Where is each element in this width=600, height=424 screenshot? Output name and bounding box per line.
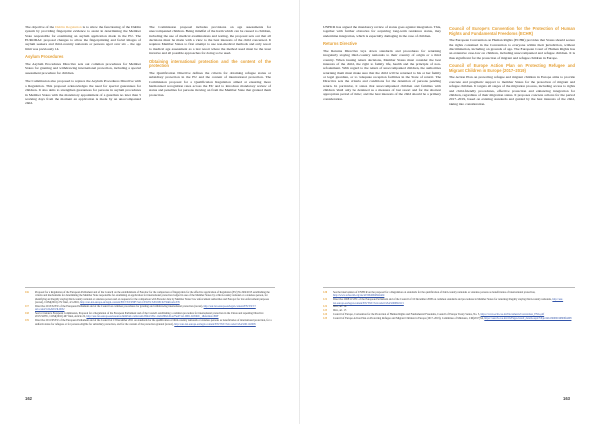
footnote-link[interactable]: http://eur-lex.europa.eu/legal-content/EN/TXT/?uri=celex%3A32013L0032 (35, 304, 256, 312)
echr-heading: Council of Europe's Convention for the Protection of Human Rights and Fundamental Freedoms (ECHR) (449, 26, 575, 36)
footnote-text: Council of Europe Action Plan on Protecting Refugee and Migrant Children in Europe (2017–2019), Committee of Ministers, CM(2017)54, https://search.coe.int/cm/Pages/result_details.aspx?ObjectId=09000016806fdd08 (333, 316, 572, 320)
footnote-item (25, 312, 275, 319)
footnote-number: 121 (323, 298, 328, 302)
footnote-text: Directive 2008/115/EC of the European Parliament and of the Council of 16 December 2008 on common standards and procedures in Member States for returning illegally staying third-country nationals, http://eur-lex.europa.eu/legal-content/EN/TXT/?uri=celex%3A32008L0115 (333, 298, 564, 305)
footnote-item (25, 319, 275, 326)
footnote-link[interactable]: https://www.echr.coe.int/Documents/Convention_ENG.pdf (480, 313, 545, 317)
footnote-item (323, 313, 575, 316)
footnote-item (323, 317, 575, 320)
footnote-text: Directive 2013/32/EU of the European Parliament and of the Council on common procedures for granting and withdrawing international protection (recast), http://eur-lex.europa.eu/legal-content/EN/TXT/?uri=celex%3A32013L0032 (35, 304, 256, 312)
footnote-divider (25, 287, 275, 288)
footnote-link[interactable]: http://eur-lex.europa.eu/legal-content/EN/TXT/?uri=celex%3A32008L0115 (333, 298, 564, 305)
footnotes-right (323, 291, 575, 321)
footnote-link[interactable]: http://www.refworld.org/docid/59bd06484.html (333, 294, 385, 298)
paragraph: The Returns Directive lays down standards and procedures for returning irregularly staying third-country nationals to their country of origin or a third country. When issuing return decisions, Member States must consider the best interests of the child, the right to family life, health and the principle of non-refoulement. With regard to the return of unaccompanied children, the authorities returning them must make sure that the child will be returned to his or her family or legal guardian, or to 'adequate reception facilities in the State of return'. The Directive sets the criteria and conditions for the detention of persons pending return. In particular, it states that unaccompanied children and families with children 'shall only be detained as a measure of last resort and for the shortest appropriate period of time', and the best interests of the child should be a primary consideration. (323, 49, 441, 101)
right-column-2 (449, 25, 575, 110)
footnote-text: Ibid., art. 10. (333, 305, 347, 309)
footnote-divider (323, 287, 575, 288)
paragraph: The Qualification Directive defines the criteria for obtaining refugee status or subsidiary protection in the EU and the content of international protection. The Commission proposal for a Qualification Regulation aimed at ensuring more harmonised recognition rates across the EU and to introduce mandatory review of status and penalties for persons moving on from the Member State that granted them protection. (149, 70, 271, 97)
page-number-right: 163 (563, 396, 570, 401)
returns-directive-heading: Returns Directive (323, 41, 357, 47)
paragraph: The Commission proposal includes provisions on age assessments for unaccompanied children. Being mindful of the harm which can be caused to children, including the use of medical examinations and testing, the proposal sets out that all decisions must be made with a view to the best interests of the child concerned. It requires Member States to first attempt to use non-medical methods and only resort to medical age assessment as a last resort where the method used must be the least invasive and all possible approaches for doing so be used. (149, 25, 271, 56)
footnote-link[interactable]: http://eur-lex.europa.eu/legal-content/EN/TXT/PDF/?uri=CELEX:52016PC0272&from=EN (80, 301, 180, 305)
footnote-number: 116 (25, 291, 29, 294)
footnote-number: 117 (25, 304, 29, 308)
right-page (300, 0, 600, 424)
paragraph: The Action Plan on protecting refugee and migrant children in Europe aims to provide concrete and pragmatic support to member States for the protection of migrant and refugee children. It targets all stages of the migration process, including access to rights and child-friendly procedures, effective protection and enhancing integration for children, regardless of their migration status. It proposes concrete actions for the period 2017–2019, based on existing standards and guided by the best interests of the child, taking into consideration. (449, 75, 575, 106)
footnote-number: 125 (323, 316, 328, 320)
footnote-item (323, 291, 575, 298)
footnote-item (25, 291, 275, 304)
footnote-link[interactable]: http://eur-lex.europa.eu/resource.html?uri=cellar:a41c8f4d-53bc-11e6-89bd-01aa75ed71a1.0001.02/DOC_1&format=PDF (86, 315, 219, 319)
paragraph: UNHCR has argued the mandatory review of status goes against integration. This, together with further obstacles for acquiring long-term residence status, may undermine integration, which is especially damaging in the case of children. (323, 25, 441, 38)
footnote-item (25, 305, 275, 312)
footnote-item (323, 305, 575, 308)
footnote-text: Directive 2011/95/EU of the European Parliament and of the Council of 13 December 2011 on standards for the qualification of third-country nationals or stateless persons as beneficiaries of international protection, for a uniform status for refugees or for persons eligible for subsidiary protection, and for the content of the protection granted (recast), http://eur-lex.europa.eu/legal-content/EN/TXT/?uri=celex%3A32011L0095 (35, 319, 272, 326)
left-column-1 (25, 25, 141, 110)
footnote-number: 122 (323, 305, 328, 309)
page-number-left: 162 (25, 396, 32, 401)
footnote-text: Council of Europe, Convention for the Protection of Human Rights and Fundamental Freedoms, Council of Europe Treaty Series, No. 5, https://www.echr.coe.int/Documents/Convention_ENG.pdf (333, 313, 545, 317)
intro-paragraph: The objective of the Dublin Regulation is to allow the functioning of the Dublin system by providing fingerprint evidence to assist in determining the Member State responsible for examining an asylum application made in the EU. The EURODAC proposal changes to allow the fingerprinting and facial images of asylum seekers and third-country nationals or persons aged over six – the age limit was previously 14. (25, 25, 141, 51)
footnote-number: 118 (25, 312, 29, 316)
footnote-item (323, 309, 575, 312)
footnote-item (323, 298, 575, 305)
footnote-number: 120 (323, 291, 328, 294)
footnote-link[interactable]: http://eur-lex.europa.eu/legal-content/EN/TXT/?uri=celex%3A32011L0095 (174, 322, 256, 326)
dublin-regulation-link[interactable]: Dublin Regulation (55, 25, 82, 29)
paragraph: The Asylum Procedures Directive sets out common procedures for Member States for granting and withdrawing international protection, including a special assessment procedure for children. (25, 62, 141, 75)
paragraph: The European Convention on Human Rights (ECHR) provides that States should secure the rights contained in the Convention to everyone within their jurisdiction, without discrimination, including on grounds of age. The European Court of Human Rights has an extensive case-law on children, including unaccompanied and refugee children. It is thus significant for the protection of migrant and refugee children in Europe. (449, 38, 575, 60)
obtaining-protection-heading: Obtaining international protection and the content of the protection (149, 58, 271, 69)
footnote-text: See for instance European Commission, Proposal for a Regulation of the European Parliament and of the Council establishing a common procedure for international protection in the Union and repealing Directive 2013/32/EU, COM(2016) 467 final, Article 22, http://eur-lex.europa.eu/resource.html?uri=cellar:a41c8f4d-53bc-11e6-89bd-01aa75ed71a1.0001.02/DOC_1&format=PDF (35, 312, 264, 319)
footnotes-left (25, 291, 275, 326)
action-plan-heading: Council of Europe Action Plan on Protecting Refugee and Migrant Children in Europe (2017–2019) (449, 63, 575, 73)
left-column-2 (149, 25, 271, 101)
paragraph: The Commission also proposed to replace the Asylum Procedures Directive with a Regulation. This proposal acknowledges the need for special guarantees for children. It also aims to strengthen guarantees for persons in asylum procedures in Member States with the mandatory appointment of a guardian no later than 5 working days from the moment an application is made by an unaccompanied child. (25, 79, 141, 106)
footnote-link[interactable]: https://search.coe.int/cm/Pages/result_details.aspx?ObjectId=09000016806fdd08 (484, 316, 572, 320)
asylum-procedures-heading: Asylum Procedures (25, 54, 64, 60)
footnote-text: See the intervention of UNHCR on the proposal for a Regulation on standards for the qualification of third-country nationals or stateless persons as beneficiaries of international protection, http://www.refworld.org/docid/59bd06484.html (333, 291, 536, 298)
right-column-1 (323, 25, 441, 106)
footnote-text: Ibid., art. 17. (333, 309, 347, 313)
footnote-number: 119 (25, 319, 29, 323)
footnote-text: Proposal for a Regulation of the European Parliament and of the Council on the establishment of Eurodac for the comparison of fingerprints for the effective application of Regulation (EU) No 604/2013 establishing the criteria and mechanisms for determining the Member State responsible for examining an application for international protection lodged in one of the Member States by a third-country national or a stateless person, for identifying an illegally staying third-country national or stateless person and on requests for the comparison with Eurodac data by Member States' law enforcement authorities and Europol for law enforcement purposes (recast), COM(2016) 272 final, 4.5.2016, http://eur-lex.europa.eu/legal-content/EN/TXT/PDF/?uri=CELEX:52016PC0272&from=EN (35, 291, 270, 305)
footnote-number: 123 (323, 309, 328, 313)
footnote-number: 124 (323, 313, 328, 317)
